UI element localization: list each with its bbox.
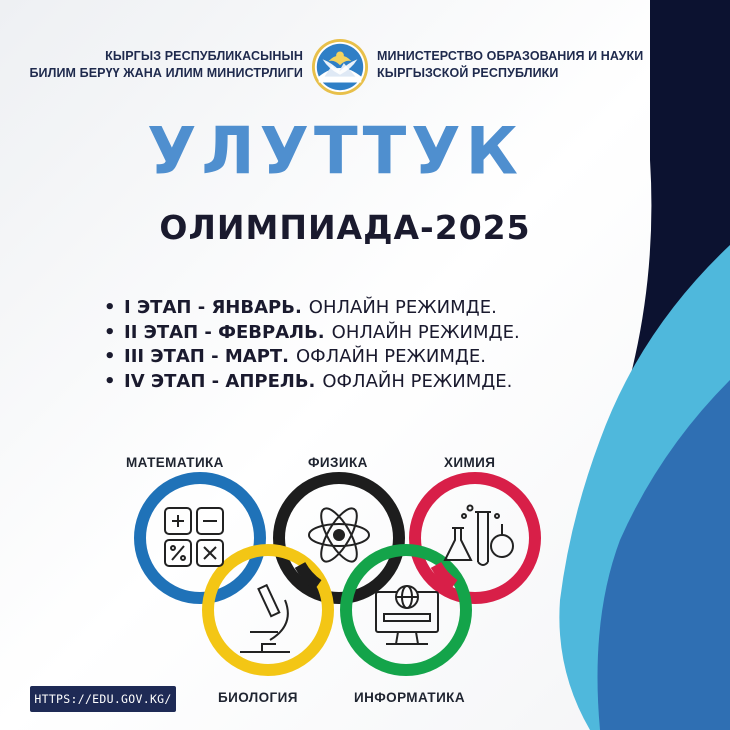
- stage-name: III ЭТАП - МАРТ.: [124, 346, 289, 367]
- title-national: УЛУТТУК: [147, 114, 523, 190]
- subject-label-chemistry: ХИМИЯ: [444, 455, 496, 470]
- subject-label-math: МАТЕМАТИКА: [126, 455, 224, 470]
- microscope-icon: [240, 585, 290, 652]
- stage-item: • IV ЭТАП - АПРЕЛЬ. ОФЛАЙН РЕЖИМДЕ.: [104, 370, 513, 392]
- stage-item: • I ЭТАП - ЯНВАРЬ. ОНЛАЙН РЕЖИМДЕ.: [104, 297, 497, 318]
- header-right-line2: КЫРГЫЗСКОЙ РЕСПУБЛИКИ: [377, 66, 559, 80]
- subject-label-biology: БИОЛОГИЯ: [218, 690, 298, 705]
- ring-informatics: [346, 550, 466, 670]
- header-left-line1: КЫРГЫЗ РЕСПУБЛИКАСЫНЫН: [105, 49, 303, 63]
- computer-icon: [376, 586, 438, 644]
- stage-mode: ОНЛАЙН РЕЖИМДЕ.: [331, 321, 520, 343]
- stage-name: IV ЭТАП - АПРЕЛЬ.: [124, 370, 316, 392]
- atom-icon: [309, 504, 369, 567]
- calculator-icon: [165, 508, 223, 566]
- stage-mode: ОФЛАЙН РЕЖИМДЕ.: [296, 346, 487, 367]
- stage-name: II ЭТАП - ФЕВРАЛЬ.: [124, 321, 325, 343]
- title-olympiad: ОЛИМПИАДА-2025: [159, 208, 531, 247]
- header-left-line2: БИЛИМ БЕРҮҮ ЖАНА ИЛИМ МИНИСТРЛИГИ: [29, 66, 303, 80]
- ring-math: [140, 478, 260, 598]
- stage-item: • III ЭТАП - МАРТ. ОФЛАЙН РЕЖИМДЕ.: [104, 346, 487, 367]
- website-url-badge[interactable]: HTTPS://EDU.GOV.KG/: [30, 686, 176, 712]
- header-right-line1: МИНИСТЕРСТВО ОБРАЗОВАНИЯ И НАУКИ: [377, 49, 644, 63]
- stage-item: • II ЭТАП - ФЕВРАЛЬ. ОНЛАЙН РЕЖИМДЕ.: [104, 321, 520, 343]
- subject-label-physics: ФИЗИКА: [308, 455, 368, 470]
- stage-mode: ОНЛАЙН РЕЖИМДЕ.: [308, 297, 497, 318]
- flasks-icon: [445, 506, 513, 566]
- subject-label-informatics: ИНФОРМАТИКА: [354, 690, 465, 705]
- stage-mode: ОФЛАЙН РЕЖИМДЕ.: [322, 370, 513, 392]
- stage-name: I ЭТАП - ЯНВАРЬ.: [124, 297, 302, 318]
- ring-chemistry: [415, 478, 535, 598]
